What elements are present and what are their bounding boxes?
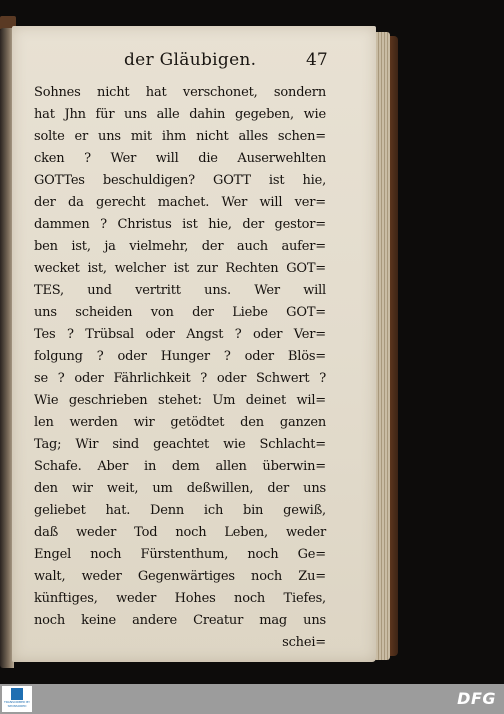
text-line: den wir weit, um deßwillen, der uns [34,481,326,496]
text-line: Engel noch Fürstenthum, noch Ge= [34,547,326,562]
text-line: folgung ? oder Hunger ? oder Blös= [34,349,326,364]
text-line: daß weder Tod noch Leben, weder [34,525,326,540]
body-text [34,82,326,654]
text-line: der da gerecht machet. Wer will ver= [34,195,326,210]
text-line: Tag; Wir sind geachtet wie Schlacht= [34,437,326,452]
viewer-footer [0,684,504,714]
text-line: Tes ? Trübsal oder Angst ? oder Ver= [34,327,326,342]
text-line: len werden wir getödtet den ganzen [34,415,326,430]
text-line: ben ist, ja vielmehr, der auch aufer= [34,239,326,254]
text-line: Sohnes nicht hat verschonet, sondern [34,85,326,100]
text-line: geliebet hat. Denn ich bin gewiß, [34,503,326,518]
text-line: walt, weder Gegenwärtiges noch Zu= [34,569,326,584]
text-line: noch keine andere Creatur mag uns [34,613,326,628]
text-line: GOTTes beschuldigen? GOTT ist hie, [34,173,326,188]
running-head: der Gläubigen. [124,50,257,70]
institution-logo[interactable] [2,686,32,712]
text-line: se ? oder Fährlichkeit ? oder Schwert ? [34,371,326,386]
catchword: schei= [282,635,326,650]
text-line: uns scheiden von der Liebe GOT= [34,305,326,320]
text-line: künftiges, weder Hohes noch Tiefes, [34,591,326,606]
text-line: solte er uns mit ihm nicht alles schen= [34,129,326,144]
logo-square-icon [11,688,23,700]
page-header [124,50,344,74]
text-line: TES, und vertritt uns. Wer will [34,283,326,298]
dfg-logo[interactable]: DFG [457,689,496,708]
text-line: wecket ist, welcher ist zur Rechten GOT= [34,261,326,276]
text-line: dammen ? Christus ist hie, der gestor= [34,217,326,232]
text-line: Wie geschrieben stehet: Um deinet wil= [34,393,326,408]
institution-logo-text: TRANSCRIBED BY SPONSORED [3,700,30,708]
text-line: hat Jhn für uns alle dahin gegeben, wie [34,107,326,122]
text-line: cken ? Wer will die Auserwehlten [34,151,326,166]
page-number: 47 [306,50,328,70]
text-line: Schafe. Aber in dem allen überwin= [34,459,326,474]
